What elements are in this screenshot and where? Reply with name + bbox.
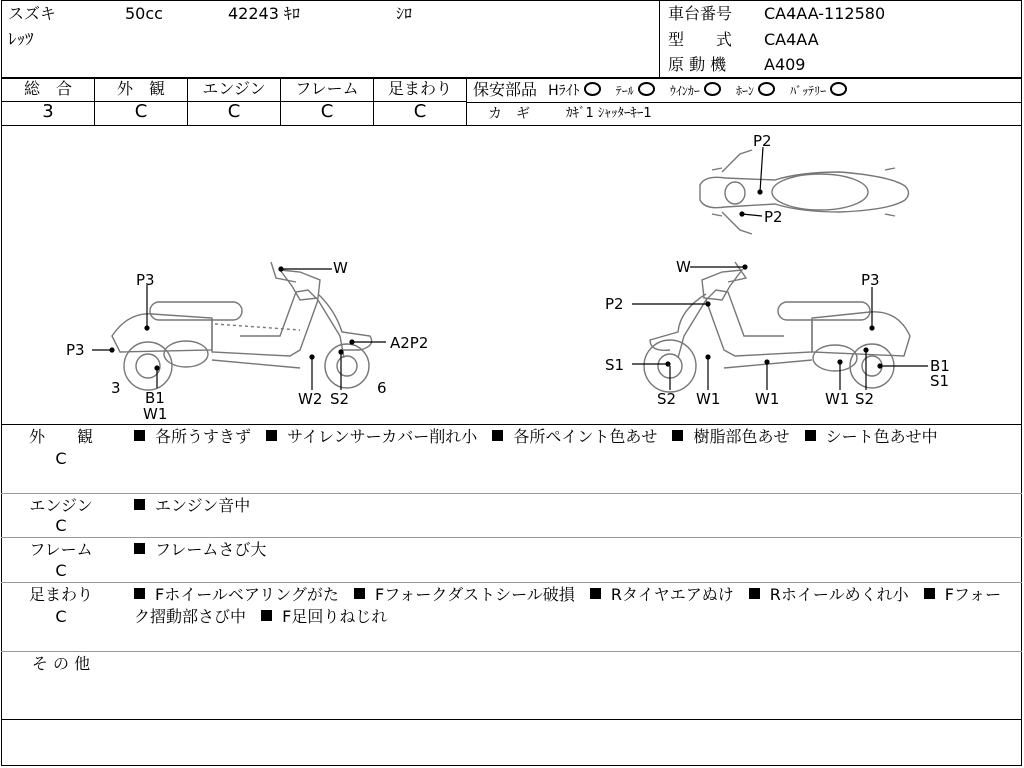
- remarks-exterior-list: [134, 426, 1014, 448]
- bullet-icon: [266, 430, 277, 441]
- winker-ok-icon: [704, 82, 721, 96]
- remarks-engine-label: エンジン: [29, 496, 93, 515]
- remarks-suspension-label: 足まわり: [28, 585, 93, 604]
- model-code-label: 型 式: [668, 30, 733, 49]
- remark-item: フレームさび大: [155, 540, 267, 559]
- maker: スズキ: [8, 4, 57, 23]
- callout-right-p3: P3: [861, 271, 880, 289]
- remarks-divider-1: [1, 493, 1022, 494]
- engine-grade-label: エンジン: [202, 79, 266, 98]
- bullet-icon: [749, 588, 760, 599]
- remark-item: F足回りねじれ: [282, 607, 388, 626]
- callout-left-b1: B1: [145, 389, 165, 407]
- remark-item: Rホイールめくれ小: [769, 585, 909, 604]
- remark-item: サイレンサーカバー削れ小: [287, 427, 478, 446]
- taillight-label: ﾃｰﾙ: [615, 84, 634, 98]
- overall-grade: 3: [42, 101, 54, 122]
- suspension-grade: C: [413, 101, 427, 122]
- headlight-label: Hﾗｲﾄ: [548, 83, 580, 99]
- remark-item: Fフォークダストシール破損: [375, 585, 575, 604]
- remark-item: Fフォーク摺動部さび中: [134, 585, 1002, 626]
- callout-left-w2: W2: [298, 390, 323, 408]
- callout-left-w: W: [333, 259, 348, 277]
- bullet-icon: [134, 588, 145, 599]
- callout-left-s2: S2: [330, 390, 350, 408]
- remarks-divider-3: [1, 582, 1022, 583]
- callout-top-p2-b: P2: [764, 208, 783, 226]
- remark-item: Fホイールベアリングがた: [155, 585, 339, 604]
- remark-item: 各所うすきず: [155, 427, 252, 446]
- frame-grade-label: フレーム: [295, 79, 359, 98]
- remarks-exterior-label: 外 観: [28, 427, 93, 446]
- callout-left-p3-b: P3: [66, 341, 85, 359]
- scooter-diagrams: [0, 126, 1024, 424]
- remarks-suspension-grade: C: [55, 607, 67, 626]
- header-divider: [659, 0, 660, 78]
- remarks-frame-list: [134, 539, 1014, 561]
- model-name: ﾚｯﾂ: [8, 30, 34, 50]
- engine-code: A409: [764, 55, 806, 74]
- horn-ok-icon: [758, 82, 775, 96]
- remarks-divider-2: [1, 537, 1022, 538]
- remarks-suspension-list: [134, 584, 1014, 628]
- callout-right-p2: P2: [605, 295, 624, 313]
- callout-top-p2-a: P2: [753, 132, 772, 150]
- callout-left-6: 6: [377, 379, 387, 397]
- callout-left-p3-a: P3: [136, 271, 155, 289]
- safety-parts-row: [473, 80, 847, 101]
- exterior-grade-label: 外 観: [116, 79, 165, 98]
- overall-grade-label: 総 合: [23, 79, 72, 98]
- winker-label: ｳｲﾝｶｰ: [669, 84, 700, 98]
- remarks-frame-label: フレーム: [29, 540, 93, 559]
- safety-mid-border: [467, 102, 1022, 103]
- body-color: ｼﾛ: [396, 4, 413, 23]
- bullet-icon: [261, 610, 272, 621]
- key-value: ｶｷﾞ1 ｼｬｯﾀｰｷｰ1: [566, 106, 652, 121]
- remarks-other-label: そ の 他: [31, 654, 91, 673]
- remarks-engine-list: [134, 495, 1014, 517]
- callout-right-w: W: [676, 258, 691, 276]
- battery-label: ﾊﾞｯﾃﾘｰ: [790, 84, 827, 98]
- engine-grade: C: [227, 101, 241, 122]
- remarks-exterior-grade: C: [55, 449, 67, 468]
- bullet-icon: [672, 430, 683, 441]
- bullet-icon: [134, 430, 145, 441]
- mileage-value: 42243: [228, 4, 279, 23]
- engine-code-label: 原 動 機: [668, 55, 727, 74]
- frame-number-label: 車台番号: [668, 4, 733, 23]
- remark-item: エンジン音中: [155, 496, 251, 515]
- callout-left-w1: W1: [143, 405, 168, 423]
- headlight-ok-icon: [584, 82, 601, 96]
- remarks-engine-grade: C: [55, 516, 67, 535]
- callout-left-3: 3: [111, 379, 121, 397]
- taillight-ok-icon: [638, 82, 655, 96]
- bullet-icon: [134, 543, 145, 554]
- mileage: [228, 4, 300, 24]
- suspension-grade-label: 足まわり: [387, 79, 452, 98]
- bullet-icon: [492, 430, 503, 441]
- remarks-divider-5: [1, 719, 1022, 720]
- remark-item: 樹脂部色あせ: [693, 427, 790, 446]
- safety-parts-label: 保安部品: [473, 80, 538, 99]
- bullet-icon: [805, 430, 816, 441]
- frame-grade: C: [320, 101, 334, 122]
- top-view-scooter: [700, 150, 909, 234]
- frame-number: CA4AA-112580: [764, 4, 886, 23]
- battery-ok-icon: [830, 82, 847, 96]
- remark-item: シート色あせ中: [825, 427, 938, 446]
- remarks-frame-grade: C: [55, 561, 67, 580]
- callout-right-w1-b: W1: [755, 390, 780, 408]
- callout-right-s2: S2: [657, 390, 677, 408]
- remark-item: 各所ペイント色あせ: [513, 427, 658, 446]
- grade-col-divider-5: [466, 78, 467, 126]
- diagram-bottom-border: [1, 424, 1022, 425]
- callout-right-s1: S1: [605, 356, 625, 374]
- callout-right-s2-b: S2: [855, 390, 875, 408]
- mileage-unit: ｷﾛ: [284, 4, 301, 23]
- callout-left-a2p2: A2P2: [390, 334, 429, 352]
- key-label: カ ギ: [488, 106, 530, 122]
- callout-right-w1-a: W1: [696, 390, 721, 408]
- bullet-icon: [590, 588, 601, 599]
- displacement: 50cc: [125, 4, 163, 23]
- exterior-grade: C: [134, 101, 148, 122]
- callout-right-s1-b: S1: [930, 372, 950, 390]
- model-code: CA4AA: [764, 30, 819, 49]
- bullet-icon: [924, 588, 935, 599]
- callout-right-w1-c: W1: [825, 390, 850, 408]
- bullet-icon: [354, 588, 365, 599]
- horn-label: ﾎｰﾝ: [735, 84, 754, 98]
- callout-right-b1: B1: [930, 357, 950, 375]
- remark-item: Rタイヤエアぬけ: [610, 585, 734, 604]
- bullet-icon: [134, 499, 145, 510]
- remarks-divider-4: [1, 651, 1022, 652]
